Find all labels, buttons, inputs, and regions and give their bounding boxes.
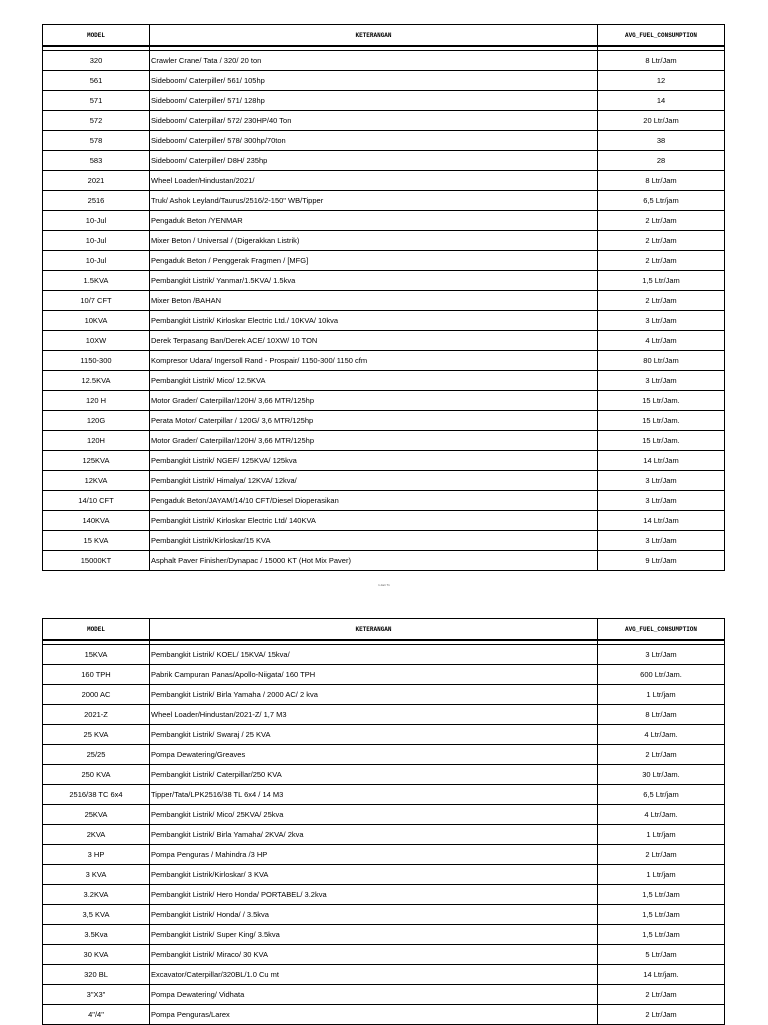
header-fuel-consumption: AVG_FUEL_CONSUMPTION (598, 619, 725, 641)
header-keterangan: KETERANGAN (150, 619, 598, 641)
cell-model: 14/10 CFT (43, 491, 150, 511)
cell-keterangan: Pengaduk Beton/JAYAM/14/10 CFT/Diesel Dioperasikan (150, 491, 598, 511)
cell-model: 12KVA (43, 471, 150, 491)
table-row (43, 471, 725, 491)
cell-fuel-consumption: 3 Ltr/Jam (598, 531, 725, 551)
cell-keterangan: Pembangkit Listrik/ Himalya/ 12KVA/ 12kva/ (150, 471, 598, 491)
table-body-2 (43, 640, 725, 1025)
cell-fuel-consumption: 6,5 Ltr/jam (598, 785, 725, 805)
cell-model: 1.5KVA (43, 271, 150, 291)
cell-keterangan: Pembangkit Listrik/ Yanmar/1.5KVA/ 1.5kva (150, 271, 598, 291)
table-row (43, 171, 725, 191)
header-model: MODEL (43, 25, 150, 47)
cell-fuel-consumption: 2 Ltr/Jam (598, 231, 725, 251)
cell-fuel-consumption: 1 Ltr/jam (598, 865, 725, 885)
cell-keterangan: Excavator/Caterpillar/320BL/1.0 Cu mt (150, 965, 598, 985)
table-row (43, 451, 725, 471)
cell-model: 25/25 (43, 745, 150, 765)
table-body-1 (43, 46, 725, 571)
cell-fuel-consumption: 3 Ltr/Jam (598, 371, 725, 391)
cell-keterangan: Pembangkit Listrik/ Swaraj / 25 KVA (150, 725, 598, 745)
cell-fuel-consumption: 14 Ltr/Jam (598, 511, 725, 531)
cell-model: 2516 (43, 191, 150, 211)
cell-keterangan: Crawler Crane/ Tata / 320/ 20 ton (150, 51, 598, 71)
cell-model: 561 (43, 71, 150, 91)
table-row (43, 551, 725, 571)
table-row (43, 725, 725, 745)
cell-fuel-consumption: 8 Ltr/Jam (598, 51, 725, 71)
cell-keterangan: Sideboom/ Caterpiller/ 571/ 128hp (150, 91, 598, 111)
cell-fuel-consumption: 2 Ltr/Jam (598, 291, 725, 311)
cell-fuel-consumption: 3 Ltr/Jam (598, 645, 725, 665)
table-header-row (43, 619, 725, 641)
cell-keterangan: Pembangkit Listrik/ Caterpillar/250 KVA (150, 765, 598, 785)
cell-fuel-consumption: 2 Ltr/Jam (598, 251, 725, 271)
cell-model: 15000KT (43, 551, 150, 571)
table-row (43, 685, 725, 705)
table-row (43, 391, 725, 411)
table-row (43, 491, 725, 511)
cell-keterangan: Pompa Penguras / Mahindra /3 HP (150, 845, 598, 865)
cell-keterangan: Kompresor Udara/ Ingersoll Rand - Prospair/ 1150-300/ 1150 cfm (150, 351, 598, 371)
table-row (43, 645, 725, 665)
cell-keterangan: Asphalt Paver Finisher/Dynapac / 15000 KT (Hot Mix Paver) (150, 551, 598, 571)
table-row (43, 925, 725, 945)
cell-keterangan: Pengaduk Beton / Penggerak Fragmen / [MFG] (150, 251, 598, 271)
cell-fuel-consumption: 1,5 Ltr/Jam (598, 925, 725, 945)
table-row (43, 291, 725, 311)
table-row (43, 431, 725, 451)
cell-model: 4"/4" (43, 1005, 150, 1025)
cell-fuel-consumption: 1,5 Ltr/Jam (598, 905, 725, 925)
table-row (43, 705, 725, 725)
cell-fuel-consumption: 14 Ltr/Jam (598, 451, 725, 471)
page-number-marker: 1 dari 71 (378, 583, 390, 587)
cell-fuel-consumption: 3 Ltr/Jam (598, 311, 725, 331)
cell-fuel-consumption: 15 Ltr/Jam. (598, 411, 725, 431)
table-row (43, 825, 725, 845)
cell-model: 160 TPH (43, 665, 150, 685)
table-row (43, 271, 725, 291)
cell-fuel-consumption: 6,5 Ltr/jam (598, 191, 725, 211)
cell-fuel-consumption: 2 Ltr/Jam (598, 211, 725, 231)
cell-keterangan: Pembangkit Listrik/ Kirloskar Electric Ltd./ 10KVA/ 10kva (150, 311, 598, 331)
cell-model: 2021 (43, 171, 150, 191)
cell-fuel-consumption: 1,5 Ltr/Jam (598, 271, 725, 291)
cell-model: 120H (43, 431, 150, 451)
cell-fuel-consumption: 3 Ltr/Jam (598, 491, 725, 511)
cell-model: 571 (43, 91, 150, 111)
cell-keterangan: Mixer Beton / Universal / (Digerakkan Listrik) (150, 231, 598, 251)
table-row (43, 985, 725, 1005)
cell-model: 25KVA (43, 805, 150, 825)
table-row (43, 945, 725, 965)
table-row (43, 965, 725, 985)
cell-model: 2516/38 TC 6x4 (43, 785, 150, 805)
cell-model: 250 KVA (43, 765, 150, 785)
table-row (43, 1005, 725, 1025)
cell-fuel-consumption: 12 (598, 71, 725, 91)
cell-keterangan: Pembangkit Listrik/ Birla Yamaha / 2000 AC/ 2 kva (150, 685, 598, 705)
cell-keterangan: Pembangkit Listrik/ Honda/ / 3.5kva (150, 905, 598, 925)
cell-fuel-consumption: 2 Ltr/Jam (598, 745, 725, 765)
cell-keterangan: Wheel Loader/Hindustan/2021/ (150, 171, 598, 191)
table-row (43, 371, 725, 391)
table-row (43, 905, 725, 925)
cell-keterangan: Pembangkit Listrik/ Mico/ 12.5KVA (150, 371, 598, 391)
table-row (43, 211, 725, 231)
table-row (43, 765, 725, 785)
cell-fuel-consumption: 2 Ltr/Jam (598, 985, 725, 1005)
cell-keterangan: Motor Grader/ Caterpillar/120H/ 3,66 MTR/125hp (150, 391, 598, 411)
table-row (43, 131, 725, 151)
cell-keterangan: Sideboom/ Caterpiller/ D8H/ 235hp (150, 151, 598, 171)
table-row (43, 411, 725, 431)
cell-model: 3.5Kva (43, 925, 150, 945)
cell-model: 583 (43, 151, 150, 171)
cell-fuel-consumption: 14 Ltr/jam. (598, 965, 725, 985)
cell-keterangan: Pabrik Campuran Panas/Apollo-Niigata/ 160 TPH (150, 665, 598, 685)
cell-fuel-consumption: 8 Ltr/Jam (598, 705, 725, 725)
cell-fuel-consumption: 1,5 Ltr/Jam (598, 885, 725, 905)
cell-keterangan: Pompa Dewatering/Greaves (150, 745, 598, 765)
cell-model: 3 KVA (43, 865, 150, 885)
cell-fuel-consumption: 2 Ltr/Jam (598, 845, 725, 865)
cell-keterangan: Pembangkit Listrik/Kirloskar/15 KVA (150, 531, 598, 551)
table-row (43, 51, 725, 71)
cell-keterangan: Sideboom/ Caterpillar/ 572/ 230HP/40 Ton (150, 111, 598, 131)
cell-model: 30 KVA (43, 945, 150, 965)
table-row (43, 71, 725, 91)
cell-fuel-consumption: 4 Ltr/Jam. (598, 805, 725, 825)
table-row (43, 251, 725, 271)
table-row (43, 91, 725, 111)
cell-keterangan: Pembangkit Listrik/ Super King/ 3.5kva (150, 925, 598, 945)
table-row (43, 351, 725, 371)
cell-fuel-consumption: 28 (598, 151, 725, 171)
cell-fuel-consumption: 30 Ltr/Jam. (598, 765, 725, 785)
table-row (43, 311, 725, 331)
cell-model: 12.5KVA (43, 371, 150, 391)
cell-model: 10XW (43, 331, 150, 351)
header-fuel-consumption: AVG_FUEL_CONSUMPTION (598, 25, 725, 47)
cell-fuel-consumption: 14 (598, 91, 725, 111)
cell-fuel-consumption: 9 Ltr/Jam (598, 551, 725, 571)
cell-model: 2000 AC (43, 685, 150, 705)
cell-fuel-consumption: 3 Ltr/Jam (598, 471, 725, 491)
table-row (43, 511, 725, 531)
equipment-table-2 (42, 618, 725, 1025)
table-row (43, 745, 725, 765)
cell-model: 15KVA (43, 645, 150, 665)
cell-keterangan: Pembangkit Listrik/ Birla Yamaha/ 2KVA/ 2kva (150, 825, 598, 845)
cell-model: 3,5 KVA (43, 905, 150, 925)
cell-model: 1150-300 (43, 351, 150, 371)
cell-fuel-consumption: 1 Ltr/jam (598, 825, 725, 845)
cell-model: 120G (43, 411, 150, 431)
cell-model: 10-Jul (43, 251, 150, 271)
cell-fuel-consumption: 5 Ltr/Jam (598, 945, 725, 965)
cell-model: 572 (43, 111, 150, 131)
table-row (43, 885, 725, 905)
cell-fuel-consumption: 38 (598, 131, 725, 151)
table-row (43, 845, 725, 865)
cell-fuel-consumption: 8 Ltr/Jam (598, 171, 725, 191)
cell-keterangan: Derek Terpasang Ban/Derek ACE/ 10XW/ 10 TON (150, 331, 598, 351)
cell-fuel-consumption: 80 Ltr/Jam (598, 351, 725, 371)
cell-model: 125KVA (43, 451, 150, 471)
cell-keterangan: Tipper/Tata/LPK2516/38 TL 6x4 / 14 M3 (150, 785, 598, 805)
cell-fuel-consumption: 4 Ltr/Jam (598, 331, 725, 351)
table-row (43, 865, 725, 885)
cell-keterangan: Perata Motor/ Caterpillar / 120G/ 3,6 MTR/125hp (150, 411, 598, 431)
cell-fuel-consumption: 1 Ltr/jam (598, 685, 725, 705)
cell-fuel-consumption: 600 Ltr/Jam. (598, 665, 725, 685)
cell-fuel-consumption: 15 Ltr/Jam. (598, 391, 725, 411)
cell-keterangan: Motor Grader/ Caterpillar/120H/ 3,66 MTR/125hp (150, 431, 598, 451)
cell-model: 3.2KVA (43, 885, 150, 905)
cell-keterangan: Pompa Penguras/Larex (150, 1005, 598, 1025)
cell-model: 10/7 CFT (43, 291, 150, 311)
table-row (43, 331, 725, 351)
cell-keterangan: Sideboom/ Caterpiller/ 578/ 300hp/70ton (150, 131, 598, 151)
cell-keterangan: Pembangkit Listrik/Kirloskar/ 3 KVA (150, 865, 598, 885)
equipment-table-1 (42, 24, 725, 571)
table-row (43, 231, 725, 251)
cell-keterangan: Wheel Loader/Hindustan/2021-Z/ 1,7 M3 (150, 705, 598, 725)
table-row (43, 151, 725, 171)
header-model: MODEL (43, 619, 150, 641)
cell-model: 320 BL (43, 965, 150, 985)
table-row (43, 665, 725, 685)
cell-keterangan: Pengaduk Beton /YENMAR (150, 211, 598, 231)
cell-model: 15 KVA (43, 531, 150, 551)
cell-fuel-consumption: 2 Ltr/Jam (598, 1005, 725, 1025)
cell-fuel-consumption: 4 Ltr/Jam. (598, 725, 725, 745)
cell-model: 140KVA (43, 511, 150, 531)
cell-model: 578 (43, 131, 150, 151)
cell-keterangan: Pembangkit Listrik/ Hero Honda/ PORTABEL/ 3.2kva (150, 885, 598, 905)
cell-model: 25 KVA (43, 725, 150, 745)
cell-fuel-consumption: 20 Ltr/Jam (598, 111, 725, 131)
cell-model: 3"X3" (43, 985, 150, 1005)
cell-model: 120 H (43, 391, 150, 411)
table-row (43, 531, 725, 551)
cell-model: 10KVA (43, 311, 150, 331)
cell-keterangan: Pembangkit Listrik/ NGEF/ 125KVA/ 125kva (150, 451, 598, 471)
cell-keterangan: Pembangkit Listrik/ KOEL/ 15KVA/ 15kva/ (150, 645, 598, 665)
cell-model: 2KVA (43, 825, 150, 845)
cell-keterangan: Sideboom/ Caterpiller/ 561/ 105hp (150, 71, 598, 91)
cell-keterangan: Truk/ Ashok Leyland/Taurus/2516/2-150" WB/Tipper (150, 191, 598, 211)
header-keterangan: KETERANGAN (150, 25, 598, 47)
cell-keterangan: Pembangkit Listrik/ Mico/ 25KVA/ 25kva (150, 805, 598, 825)
table-header-row (43, 25, 725, 47)
table-row (43, 785, 725, 805)
cell-model: 320 (43, 51, 150, 71)
table-row (43, 805, 725, 825)
cell-fuel-consumption: 15 Ltr/Jam. (598, 431, 725, 451)
cell-keterangan: Pompa Dewatering/ Vidhata (150, 985, 598, 1005)
cell-keterangan: Pembangkit Listrik/ Kirloskar Electric Ltd/ 140KVA (150, 511, 598, 531)
table-row (43, 191, 725, 211)
cell-keterangan: Pembangkit Listrik/ Miraco/ 30 KVA (150, 945, 598, 965)
cell-keterangan: Mixer Beton /BAHAN (150, 291, 598, 311)
table-row (43, 111, 725, 131)
cell-model: 2021-Z (43, 705, 150, 725)
cell-model: 10-Jul (43, 231, 150, 251)
cell-model: 10-Jul (43, 211, 150, 231)
cell-model: 3 HP (43, 845, 150, 865)
